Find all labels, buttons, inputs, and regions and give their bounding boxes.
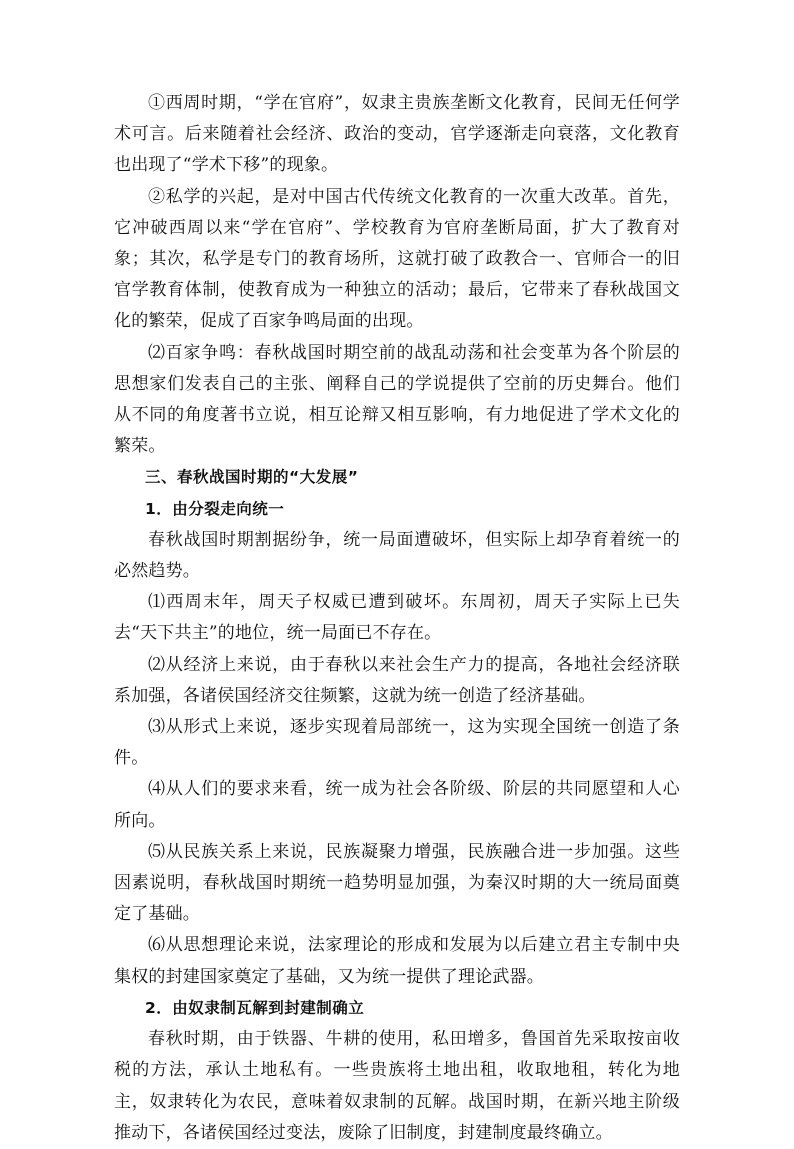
subheading-toward-unification: 1．由分裂走向统一 <box>145 499 285 518</box>
paragraph-private-school-reform: ②私学的兴起，是对中国古代传统文化教育的一次重大改革。首先，它冲破西周以来“学在官府”、学校教育为官府垄断局面，扩大了教育对象；其次，私学是专门的教育场所，这就打破了政教合一、官师合一的旧官学教育体制，使教育成为一种独立的活动；最后，它带来了春秋战国文化的繁荣，促成了百家争鸣局面的出现。 <box>114 186 680 332</box>
paragraph-feudal-establishment: 春秋时期，由于铁器、牛耕的使用，私田增多，鲁国首先采取按亩收税的方法，承认土地私有。一些贵族将土地出租，收取地租，转化为地主，奴隶转化为农民，意味着奴隶制的瓦解。战国时期，在新兴地主阶级推动下，各诸侯国经过变法，废除了旧制度，封建制度最终确立。 <box>114 1029 680 1143</box>
paragraph-unification-trend: 春秋战国时期割据纷争，统一局面遭破坏，但实际上却孕育着统一的必然趋势。 <box>114 529 680 582</box>
paragraph-hundred-schools: ⑵百家争鸣：春秋战国时期空前的战乱动荡和社会变革为各个阶层的思想家们发表自己的主张、阐释自己的学说提供了空前的历史舞台。他们从不同的角度著书立说，相互论辩又相互影响，有力地促进了学术文化的繁荣。 <box>114 342 680 457</box>
paragraph-point-6: ⑹从思想理论来说，法家理论的形成和发展为以后建立君主专制中央集权的封建国家奠定了基础，又为统一提供了理论武器。 <box>114 935 680 987</box>
paragraph-guanxue-decline: ①西周时期，“学在官府”，奴隶主贵族垄断文化教育，民间无任何学术可言。后来随着社会经济、政治的变动，官学逐渐走向衰落，文化教育也出现了“学术下移”的现象。 <box>114 93 680 176</box>
paragraph-point-3: ⑶从形式上来说，逐步实现着局部统一，这为实现全国统一创造了条件。 <box>114 717 680 769</box>
subheading-feudal-system: 2．由奴隶制瓦解到封建制确立 <box>145 998 365 1017</box>
paragraph-point-1: ⑴西周末年，周天子权威已遭到破坏。东周初，周天子实际上已失去“天下共主”的地位，统一局面已不存在。 <box>114 592 680 644</box>
paragraph-point-2: ⑵从经济上来说，由于春秋以来社会生产力的提高，各地社会经济联系加强，各诸侯国经济交往频繁，这就为统一创造了经济基础。 <box>114 654 680 706</box>
section-heading-great-development: 三、春秋战国时期的“大发展” <box>145 468 359 487</box>
paragraph-point-5: ⑸从民族关系上来说，民族凝聚力增强，民族融合进一步加强。这些因素说明，春秋战国时期统一趋势明显加强，为秦汉时期的大一统局面奠定了基础。 <box>114 841 680 925</box>
document-body <box>114 88 680 1149</box>
paragraph-point-4: ⑷从人们的要求来看，统一成为社会各阶级、阶层的共同愿望和人心所向。 <box>114 779 680 831</box>
